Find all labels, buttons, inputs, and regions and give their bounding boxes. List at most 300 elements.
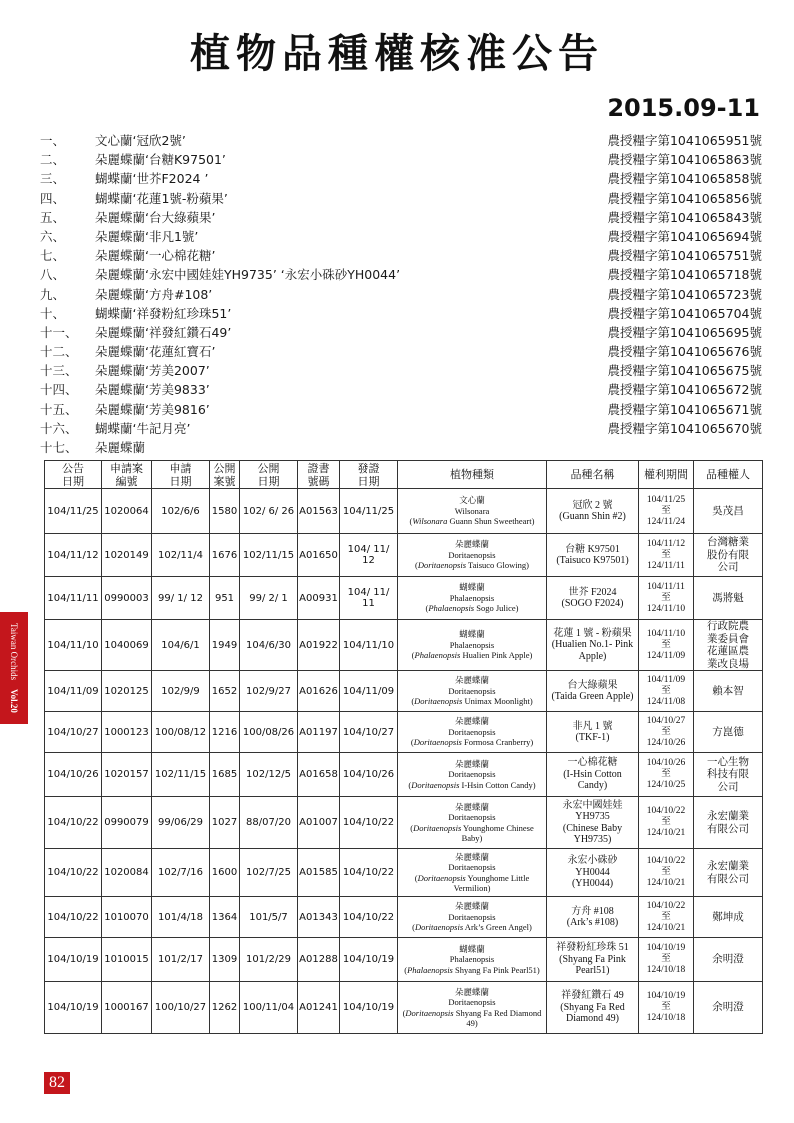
cultivar-line: (Ark’s #108) (566, 917, 619, 928)
pub-date-cell: 104/10/22 (45, 797, 102, 849)
plant-kind-genus: Doritaenopsis (448, 549, 496, 560)
registration-number: 農授糧字第1041065723號 (607, 286, 762, 302)
cultivar-line: (Taisuco K97501) (556, 555, 629, 566)
term-line: 104/10/22 (646, 806, 686, 816)
cultivar-line: 永宏中國娃娃 (562, 799, 623, 811)
issue-date-cell: 104/10/26 (340, 753, 398, 797)
issue-date-cell: 104/10/19 (340, 982, 398, 1034)
variety-name: 朵麗蝶蘭‘祥發紅鑽石49’ (95, 324, 232, 340)
plant-kind-chinese: 朵麗蝶蘭 (454, 851, 489, 862)
genus-italic: Doritaenopsis (417, 872, 466, 883)
plant-kind-scientific (399, 965, 545, 976)
registration-number: 農授糧字第1041065856號 (607, 190, 762, 206)
term-line: 至 (661, 954, 671, 964)
certificate-number-cell: A00931 (298, 577, 340, 620)
cultivar-line: (YH0044) (571, 878, 614, 890)
cultivar-line: 祥發粉紅珍珠 51 (556, 942, 629, 954)
variety-name: 蝴蝶蘭‘花蓮1號-粉蘋果’ (95, 190, 228, 206)
genus-italic: Doritaenopsis (413, 737, 462, 748)
genus-italic: Phalaenopsis (428, 603, 475, 614)
plant-kind-scientific (399, 516, 545, 527)
cultivar-line: 台糖 K97501 (565, 543, 620, 555)
right-term-cell (639, 938, 694, 982)
column-header-line: 證書 (307, 461, 330, 475)
owner-line: 方崑德 (712, 725, 744, 738)
registration-number: 農授糧字第1041065843號 (607, 209, 762, 225)
announcement-item (40, 304, 762, 323)
application-number-cell: 1000123 (102, 712, 152, 753)
certificate-number-cell: A01343 (298, 897, 340, 938)
publication-number-cell: 1652 (210, 671, 240, 712)
owner-line: 公司 (717, 780, 739, 793)
table-body (45, 489, 763, 1034)
owner-line: 吳茂昌 (712, 504, 744, 517)
plant-kind-scientific (399, 560, 545, 571)
cultivar-name-cell (547, 489, 639, 534)
table-row (45, 620, 763, 671)
term-line: 124/11/11 (647, 560, 685, 571)
registration-number: 農授糧字第1041065858號 (607, 171, 762, 187)
plant-kind-chinese: 蝴蝶蘭 (459, 629, 485, 640)
table-row (45, 753, 763, 797)
right-holder-cell (694, 849, 763, 897)
certificate-number-cell: A01197 (298, 712, 340, 753)
epithet: Shyang Fa Pink Pearl51) (452, 964, 540, 975)
owner-line: 業改良場 (707, 657, 749, 670)
announcement-number: 八、 (40, 267, 66, 283)
issue-date-cell: 104/10/22 (340, 797, 398, 849)
plant-kind-cell (398, 489, 547, 534)
genus-italic: Doritaenopsis (417, 560, 466, 571)
table-row (45, 712, 763, 753)
column-header (240, 461, 298, 489)
publication-date-cell: 102/9/27 (240, 671, 298, 712)
table-row (45, 938, 763, 982)
term-line: 124/11/09 (646, 650, 686, 661)
announcement-item (40, 131, 762, 150)
variety-name: 朵麗蝶蘭‘芳美2007’ (95, 363, 210, 379)
application-date-cell: 99/06/29 (152, 797, 210, 849)
variety-name: 朵麗蝶蘭‘花蓮紅寶石’ (95, 344, 216, 360)
owner-line: 永宏蘭業 (707, 810, 749, 822)
cultivar-line: YH9735 (575, 811, 610, 822)
announcement-item (40, 323, 762, 342)
term-line: 124/11/08 (646, 696, 686, 707)
issue-date-cell: 104/10/22 (340, 849, 398, 897)
cultivar-line: YH9735) (573, 834, 612, 845)
magazine-volume: Vol.20 (9, 688, 19, 713)
column-header-line: 品種名稱 (570, 468, 615, 481)
column-header-line: 日期 (257, 474, 280, 488)
epithet: Formosa Cranberry) (461, 737, 534, 748)
term-line: 124/10/21 (646, 828, 686, 838)
publication-number-cell: 1600 (210, 849, 240, 897)
owner-line: 業委員會 (707, 632, 749, 645)
term-line: 至 (661, 726, 671, 737)
right-term-cell (639, 753, 694, 797)
announcement-item (40, 169, 762, 188)
cultivar-line: 一心棉花糖 (567, 757, 618, 769)
right-holder-cell (694, 897, 763, 938)
pub-date-cell: 104/10/22 (45, 897, 102, 938)
term-line: 104/10/26 (646, 758, 686, 768)
column-header (639, 461, 694, 489)
right-holder-cell (694, 577, 763, 620)
announcement-item (40, 400, 762, 419)
owner-line: 賴本智 (712, 684, 744, 697)
genus-italic: Doritaenopsis (414, 696, 463, 707)
publication-date-cell: 100/08/26 (240, 712, 298, 753)
issue-date-cell: 104/10/27 (340, 712, 398, 753)
application-date-cell: 102/11/4 (152, 534, 210, 577)
plant-kind-chinese: 朵麗蝶蘭 (454, 539, 489, 550)
certificate-number-cell: A01563 (298, 489, 340, 534)
publication-date-cell: 102/11/15 (240, 534, 298, 577)
genus-italic: Doritaenopsis (405, 1007, 454, 1018)
application-number-cell: 1010070 (102, 897, 152, 938)
genus-italic: Phalaenopsis (407, 964, 453, 975)
announcement-date: 2015.09-11 (607, 94, 760, 122)
column-header-line: 品種權人 (706, 468, 750, 481)
plant-kind-chinese: 朵麗蝶蘭 (454, 716, 489, 727)
plant-kind-cell (398, 938, 547, 982)
term-line: 至 (661, 1002, 671, 1012)
publication-date-cell: 104/6/30 (240, 620, 298, 671)
owner-line: 余明澄 (712, 953, 744, 966)
epithet: Guann Shun Sweetheart) (447, 516, 535, 527)
right-holder-cell (694, 620, 763, 671)
announcement-number: 十五、 (40, 401, 78, 417)
plant-kind-chinese: 文心蘭 (459, 495, 485, 506)
variety-name: 朵麗蝶蘭‘台大綠蘋果’ (95, 209, 216, 225)
publication-date-cell: 101/5/7 (240, 897, 298, 938)
announcement-number: 二、 (40, 152, 66, 168)
plant-kind-scientific (399, 873, 545, 894)
application-number-cell: 1020157 (102, 753, 152, 797)
right-term-cell (639, 671, 694, 712)
announcement-item (40, 361, 762, 380)
column-header (152, 461, 210, 489)
table-row (45, 489, 763, 534)
cultivar-line: 方舟 #108 (571, 905, 614, 917)
right-holder-cell (694, 797, 763, 849)
epithet: Hualien Pink Apple) (460, 650, 533, 661)
magazine-side-tab (0, 612, 28, 724)
application-date-cell: 102/11/15 (152, 753, 210, 797)
term-line: 至 (661, 911, 671, 922)
cultivar-line: (Hualien No.1- Pink (551, 639, 634, 651)
paren: ( (410, 737, 414, 748)
plant-kind-genus: Phalaenopsis (449, 592, 495, 603)
right-term-cell (639, 797, 694, 849)
cultivar-name-cell (547, 671, 639, 712)
cultivar-line: 祥發紅鑽石 49 (561, 990, 624, 1002)
cultivar-name-cell (547, 620, 639, 671)
right-term-cell (639, 534, 694, 577)
cultivar-line: (Shyang Fa Pink (559, 953, 626, 965)
application-number-cell: 0990003 (102, 577, 152, 620)
table-header-row (45, 461, 763, 489)
term-line: 104/11/25 (646, 494, 686, 505)
publication-number-cell: 951 (210, 577, 240, 620)
variety-name: 朵麗蝶蘭‘芳美9816’ (95, 401, 210, 417)
epithet: Taisuco Glowing) (466, 560, 529, 571)
right-holder-cell (694, 489, 763, 534)
term-line: 104/10/19 (646, 943, 686, 953)
certificate-number-cell: A01658 (298, 753, 340, 797)
cultivar-name-cell (547, 753, 639, 797)
cultivar-name-cell (547, 797, 639, 849)
announcement-item (40, 380, 762, 399)
publication-number-cell: 1676 (210, 534, 240, 577)
plant-kind-chinese: 朵麗蝶蘭 (454, 675, 489, 686)
column-header-line: 植物種類 (450, 468, 494, 481)
application-number-cell: 1010015 (102, 938, 152, 982)
term-line: 124/11/24 (646, 516, 686, 527)
term-line: 104/10/19 (646, 991, 686, 1001)
plant-kind-genus: Doritaenopsis (448, 911, 496, 922)
plant-kind-genus: Doritaenopsis (448, 862, 496, 872)
paren: ( (402, 1007, 406, 1018)
owner-line: 台灣糖業 (707, 536, 749, 549)
plant-kind-scientific (399, 603, 545, 614)
publication-number-cell: 1216 (210, 712, 240, 753)
plant-kind-genus: Phalaenopsis (449, 954, 495, 965)
epithet: Unimax Moonlight) (462, 696, 533, 707)
paren: ( (412, 922, 415, 933)
plant-kind-cell (398, 897, 547, 938)
column-header (298, 461, 340, 489)
plant-kind-cell (398, 797, 547, 849)
announcement-item (40, 227, 762, 246)
owner-line: 股份有限 (707, 548, 749, 561)
plant-kind-genus: Doritaenopsis (448, 769, 496, 780)
term-line: 104/11/11 (647, 581, 685, 592)
term-line: 104/10/27 (646, 715, 686, 726)
cultivar-line: (Shyang Fa Red (560, 1001, 625, 1013)
registration-number: 農授糧字第1041065863號 (607, 152, 762, 168)
announcement-number: 七、 (40, 248, 66, 264)
announcement-item (40, 438, 762, 457)
right-term-cell (639, 577, 694, 620)
pub-date-cell: 104/11/10 (45, 620, 102, 671)
announcement-item (40, 265, 762, 284)
variety-name: 朵麗蝶蘭‘永宏中國娃娃YH9735’ ‘永宏小硃砂YH0044’ (95, 267, 401, 283)
publication-number-cell: 1949 (210, 620, 240, 671)
paren: ( (414, 872, 418, 883)
cultivar-line: (SOGO F2024) (561, 598, 624, 609)
publication-date-cell: 100/11/04 (240, 982, 298, 1034)
publication-number-cell: 1262 (210, 982, 240, 1034)
term-line: 104/11/12 (646, 538, 686, 549)
paren: ( (411, 650, 415, 661)
application-number-cell: 1020149 (102, 534, 152, 577)
announcement-number: 十七、 (40, 440, 78, 455)
plant-kind-genus: Phalaenopsis (449, 639, 495, 650)
pub-date-cell: 104/10/22 (45, 849, 102, 897)
plant-kind-chinese: 朵麗蝶蘭 (454, 801, 489, 812)
application-date-cell: 102/6/6 (152, 489, 210, 534)
genus-italic: Wilsonara (412, 516, 448, 527)
genus-italic: Doritaenopsis (413, 822, 462, 833)
owner-line: 余明澄 (712, 1001, 744, 1014)
variety-name: 蝴蝶蘭‘世芥F2024 ’ (95, 171, 209, 187)
cultivar-line: (I-Hsin Cotton (563, 768, 622, 780)
registration-number: 農授糧字第1041065675號 (607, 363, 762, 379)
term-line: 104/11/10 (646, 628, 686, 639)
plant-kind-genus: Doritaenopsis (448, 685, 496, 696)
certificate-number-cell: A01650 (298, 534, 340, 577)
owner-line: 有限公司 (707, 822, 749, 835)
plant-kind-scientific (399, 737, 545, 748)
cultivar-line: 永宏小硃砂 (567, 855, 618, 867)
column-header-line: 日期 (357, 474, 380, 488)
term-line: 至 (661, 592, 671, 603)
cultivar-line: 世芥 F2024 (568, 586, 617, 598)
pub-date-cell: 104/11/25 (45, 489, 102, 534)
cultivar-name-cell (547, 849, 639, 897)
announcement-item (40, 246, 762, 265)
announcement-number: 十六、 (40, 420, 78, 436)
application-date-cell: 102/7/16 (152, 849, 210, 897)
announcement-list (40, 131, 762, 457)
application-date-cell: 102/9/9 (152, 671, 210, 712)
plant-kind-cell (398, 982, 547, 1034)
announcement-number: 五、 (40, 209, 66, 225)
right-term-cell (639, 620, 694, 671)
column-header-line: 發證 (357, 461, 380, 475)
cultivar-name-cell (547, 577, 639, 620)
application-number-cell: 1040069 (102, 620, 152, 671)
paren: ( (425, 603, 429, 614)
table-row (45, 577, 763, 620)
column-header-line: 公開 (257, 461, 280, 475)
variety-name: 蝴蝶蘭‘牛記月亮’ (95, 420, 191, 436)
publication-number-cell: 1580 (210, 489, 240, 534)
cultivar-name-cell (547, 982, 639, 1034)
term-line: 124/10/21 (646, 922, 686, 933)
plant-kind-genus: Doritaenopsis (448, 997, 496, 1007)
right-holder-cell (694, 938, 763, 982)
term-line: 124/11/10 (646, 603, 686, 614)
epithet: Younghome Little Vermilion) (453, 872, 530, 893)
term-line: 124/10/25 (646, 780, 686, 790)
genus-italic: Doritaenopsis (414, 922, 464, 933)
column-header (694, 461, 763, 489)
right-holder-cell (694, 712, 763, 753)
issue-date-cell: 104/10/22 (340, 897, 398, 938)
term-line: 至 (661, 769, 671, 779)
cultivar-line: 台大綠蘋果 (567, 679, 618, 691)
announcement-number: 十一、 (40, 324, 78, 340)
pub-date-cell: 104/11/12 (45, 534, 102, 577)
certificate-number-cell: A01626 (298, 671, 340, 712)
plant-kind-chinese: 朵麗蝶蘭 (454, 986, 489, 997)
cultivar-name-cell (547, 897, 639, 938)
publication-date-cell: 99/ 2/ 1 (240, 577, 298, 620)
plant-kind-chinese: 朵麗蝶蘭 (454, 758, 489, 769)
plant-kind-scientific (399, 696, 545, 707)
column-header-line: 日期 (169, 474, 192, 488)
cultivar-line: 非凡 1 號 (572, 720, 613, 732)
publication-date-cell: 102/7/25 (240, 849, 298, 897)
paren: ( (408, 779, 412, 790)
owner-line: 花蓮區農 (707, 645, 749, 657)
issue-date-cell: 104/ 11/ 12 (340, 534, 398, 577)
plant-kind-chinese: 蝴蝶蘭 (459, 943, 485, 954)
table-row (45, 671, 763, 712)
plant-kind-cell (398, 712, 547, 753)
cultivar-line: 花蓮 1 號 - 粉蘋果 (553, 627, 632, 639)
column-header-line: 日期 (62, 474, 84, 488)
plant-kind-cell (398, 671, 547, 712)
certificate-number-cell: A01922 (298, 620, 340, 671)
variety-name: 朵麗蝶蘭 (95, 440, 146, 455)
cultivar-line: Apple) (578, 650, 607, 662)
cultivar-line: Diamond 49) (565, 1013, 620, 1025)
term-line: 124/10/18 (646, 965, 686, 975)
pub-date-cell: 104/10/19 (45, 938, 102, 982)
paren: ( (409, 516, 413, 527)
cultivar-name-cell (547, 534, 639, 577)
right-holder-cell (694, 671, 763, 712)
owner-line: 行政院農 (707, 620, 749, 632)
plant-kind-genus: Doritaenopsis (448, 812, 496, 822)
variety-name: 朵麗蝶蘭‘一心棉花糖’ (95, 248, 216, 264)
publication-date-cell: 88/07/20 (240, 797, 298, 849)
registration-number: 農授糧字第1041065751號 (607, 248, 762, 264)
certificate-number-cell: A01585 (298, 849, 340, 897)
announcement-number: 一、 (40, 133, 66, 148)
owner-line: 永宏蘭業 (707, 860, 749, 872)
term-line: 至 (661, 549, 671, 560)
cultivar-line: (Guann Shin #2) (559, 511, 626, 522)
cultivar-line: (Chinese Baby (562, 822, 623, 834)
owner-line: 一心生物 (707, 755, 749, 768)
variety-name: 朵麗蝶蘭‘方舟#108’ (95, 286, 213, 302)
variety-name: 朵麗蝶蘭‘台糖K97501’ (95, 152, 226, 168)
plant-kind-genus: Wilsonara (454, 505, 490, 516)
column-header-line: 編號 (115, 474, 138, 488)
term-line: 104/10/22 (646, 900, 686, 911)
variety-name: 蝴蝶蘭‘祥發粉紅珍珠51’ (95, 305, 232, 321)
side-tab-text (9, 623, 19, 712)
application-number-cell: 1020125 (102, 671, 152, 712)
cultivar-name-cell (547, 938, 639, 982)
application-date-cell: 100/08/12 (152, 712, 210, 753)
announcement-number: 十、 (40, 305, 66, 321)
owner-line: 鄭坤成 (712, 910, 744, 923)
announcement-item (40, 285, 762, 304)
plant-kind-cell (398, 534, 547, 577)
term-line: 124/10/18 (646, 1013, 686, 1023)
publication-number-cell: 1685 (210, 753, 240, 797)
plant-kind-scientific (399, 1008, 545, 1029)
right-term-cell (639, 982, 694, 1034)
plant-kind-cell (398, 849, 547, 897)
magazine-name: Taiwan Orchids (9, 623, 19, 681)
plant-kind-chinese: 朵麗蝶蘭 (454, 901, 489, 912)
column-header-line: 公告 (62, 461, 84, 475)
registration-number: 農授糧字第1041065676號 (607, 344, 762, 360)
column-header (210, 461, 240, 489)
term-line: 104/10/22 (646, 856, 686, 866)
term-line: 至 (661, 817, 671, 827)
plant-kind-genus: Doritaenopsis (448, 726, 496, 737)
cultivar-line: (Taida Green Apple) (551, 691, 634, 702)
application-number-cell: 0990079 (102, 797, 152, 849)
plant-kind-cell (398, 753, 547, 797)
